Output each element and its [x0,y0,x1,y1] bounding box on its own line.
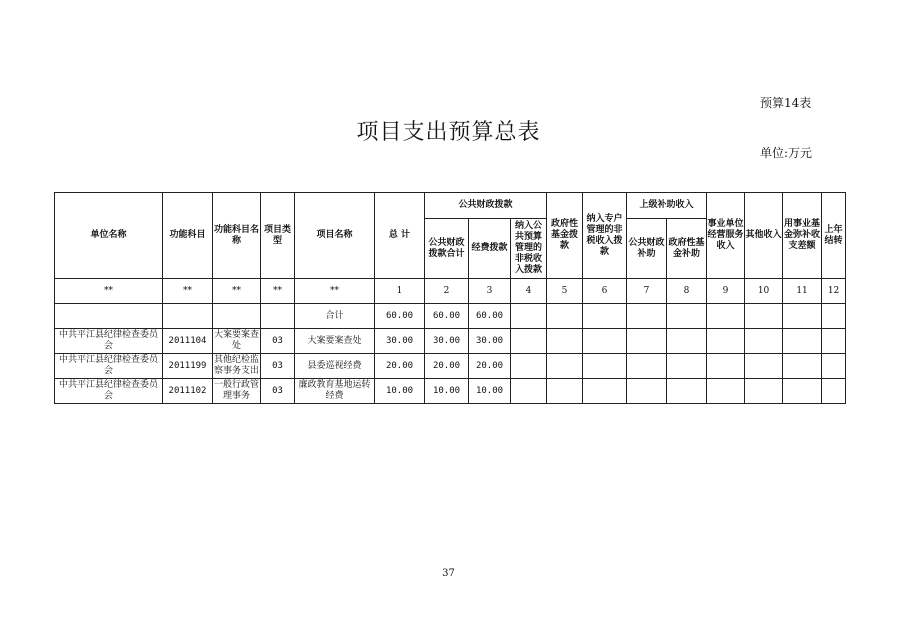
table-row [55,354,846,379]
code-cell: ** [261,279,295,304]
code-cell: 1 [375,279,425,304]
empty-cell [547,304,583,329]
empty-cell [707,329,745,354]
project-type-cell: 03 [261,354,295,379]
code-cell: 4 [511,279,547,304]
empty-cell [511,379,547,404]
total-sum: 60.00 [375,304,425,329]
code-cell: 12 [822,279,846,304]
public-finance-total-cell: 10.00 [425,379,469,404]
code-cell: 3 [469,279,511,304]
empty-cell [667,379,707,404]
func-subject-name-cell: 一般行政管理事务 [213,379,261,404]
header-upper-public-subsidy: 公共财政补助 [627,219,667,279]
empty-cell [163,304,213,329]
header-public-finance-total: 公共财政拨款合计 [425,219,469,279]
code-cell: ** [213,279,261,304]
empty-cell [511,329,547,354]
empty-cell [583,379,627,404]
empty-cell [213,304,261,329]
project-type-cell: 03 [261,379,295,404]
empty-cell [745,354,783,379]
empty-cell [261,304,295,329]
empty-cell [547,354,583,379]
empty-cell [745,304,783,329]
public-finance-total-cell: 20.00 [425,354,469,379]
total-expense-allocation: 60.00 [469,304,511,329]
page-number: 37 [442,568,455,579]
budget-table [54,192,846,404]
empty-cell [707,379,745,404]
func-subject-cell: 2011104 [163,329,213,354]
header-func-subject: 功能科目 [163,193,213,279]
code-cell: ** [55,279,163,304]
page-title: 项目支出预算总表 [356,120,541,145]
header-expense-allocation: 经费拨款 [469,219,511,279]
empty-cell [783,329,822,354]
func-subject-cell: 2011102 [163,379,213,404]
code-cell: 9 [707,279,745,304]
header-project-type: 项目类型 [261,193,295,279]
header-upper-subsidy: 上级补助收入 [627,193,707,219]
empty-cell [822,304,846,329]
header-unit-name: 单位名称 [55,193,163,279]
empty-cell [783,354,822,379]
header-gov-fund: 政府性基金拨款 [547,193,583,279]
empty-cell [745,329,783,354]
project-name-cell: 大案要案查处 [295,329,375,354]
empty-cell [822,329,846,354]
total-cell: 10.00 [375,379,425,404]
header-nontax-special: 纳入专户管理的非税收入拨款 [583,193,627,279]
column-code-row [55,279,846,304]
code-cell: 2 [425,279,469,304]
total-cell: 20.00 [375,354,425,379]
unit-name-cell: 中共平江县纪律检查委员会 [55,379,163,404]
expense-allocation-cell: 20.00 [469,354,511,379]
header-fund-makeup: 用事业基金弥补收支差额 [783,193,822,279]
empty-cell [667,304,707,329]
header-business-income: 事业单位经营服务收入 [707,193,745,279]
code-cell: 6 [583,279,627,304]
func-subject-name-cell: 大案要案查处 [213,329,261,354]
total-label: 合计 [295,304,375,329]
code-cell: 11 [783,279,822,304]
empty-cell [583,304,627,329]
code-cell: ** [295,279,375,304]
func-subject-name-cell: 其他纪检监察事务支出 [213,354,261,379]
empty-cell [822,354,846,379]
code-cell: 10 [745,279,783,304]
form-number: 预算14表 [760,96,812,110]
table-row [55,379,846,404]
unit-label: 单位:万元 [760,146,813,160]
empty-cell [547,329,583,354]
unit-name-cell: 中共平江县纪律检查委员会 [55,329,163,354]
empty-cell [707,354,745,379]
empty-cell [583,354,627,379]
code-cell: ** [163,279,213,304]
header-upper-gov-fund-subsidy: 政府性基金补助 [667,219,707,279]
empty-cell [707,304,745,329]
total-public-finance: 60.00 [425,304,469,329]
empty-cell [627,379,667,404]
code-cell: 8 [667,279,707,304]
empty-cell [822,379,846,404]
empty-cell [511,304,547,329]
empty-cell [627,304,667,329]
header-nontax-in-budget: 纳入公共预算管理的非税收入拨款 [511,219,547,279]
code-cell: 7 [627,279,667,304]
project-name-cell: 县委巡视经费 [295,354,375,379]
empty-cell [547,379,583,404]
public-finance-total-cell: 30.00 [425,329,469,354]
header-public-finance: 公共财政拨款 [425,193,547,219]
table-row [55,329,846,354]
empty-cell [783,304,822,329]
func-subject-cell: 2011199 [163,354,213,379]
project-name-cell: 廉政教育基地运转经费 [295,379,375,404]
empty-cell [667,329,707,354]
header-total: 总 计 [375,193,425,279]
header-func-subject-name: 功能科目名称 [213,193,261,279]
total-row [55,304,846,329]
code-cell: 5 [547,279,583,304]
empty-cell [667,354,707,379]
empty-cell [627,329,667,354]
expense-allocation-cell: 10.00 [469,379,511,404]
empty-cell [583,329,627,354]
empty-cell [745,379,783,404]
empty-cell [627,354,667,379]
header-other-income: 其他收入 [745,193,783,279]
empty-cell [55,304,163,329]
project-type-cell: 03 [261,329,295,354]
total-cell: 30.00 [375,329,425,354]
header-project-name: 项目名称 [295,193,375,279]
unit-name-cell: 中共平江县纪律检查委员会 [55,354,163,379]
header-prev-balance: 上年结转 [822,193,846,279]
empty-cell [783,379,822,404]
expense-allocation-cell: 30.00 [469,329,511,354]
empty-cell [511,354,547,379]
